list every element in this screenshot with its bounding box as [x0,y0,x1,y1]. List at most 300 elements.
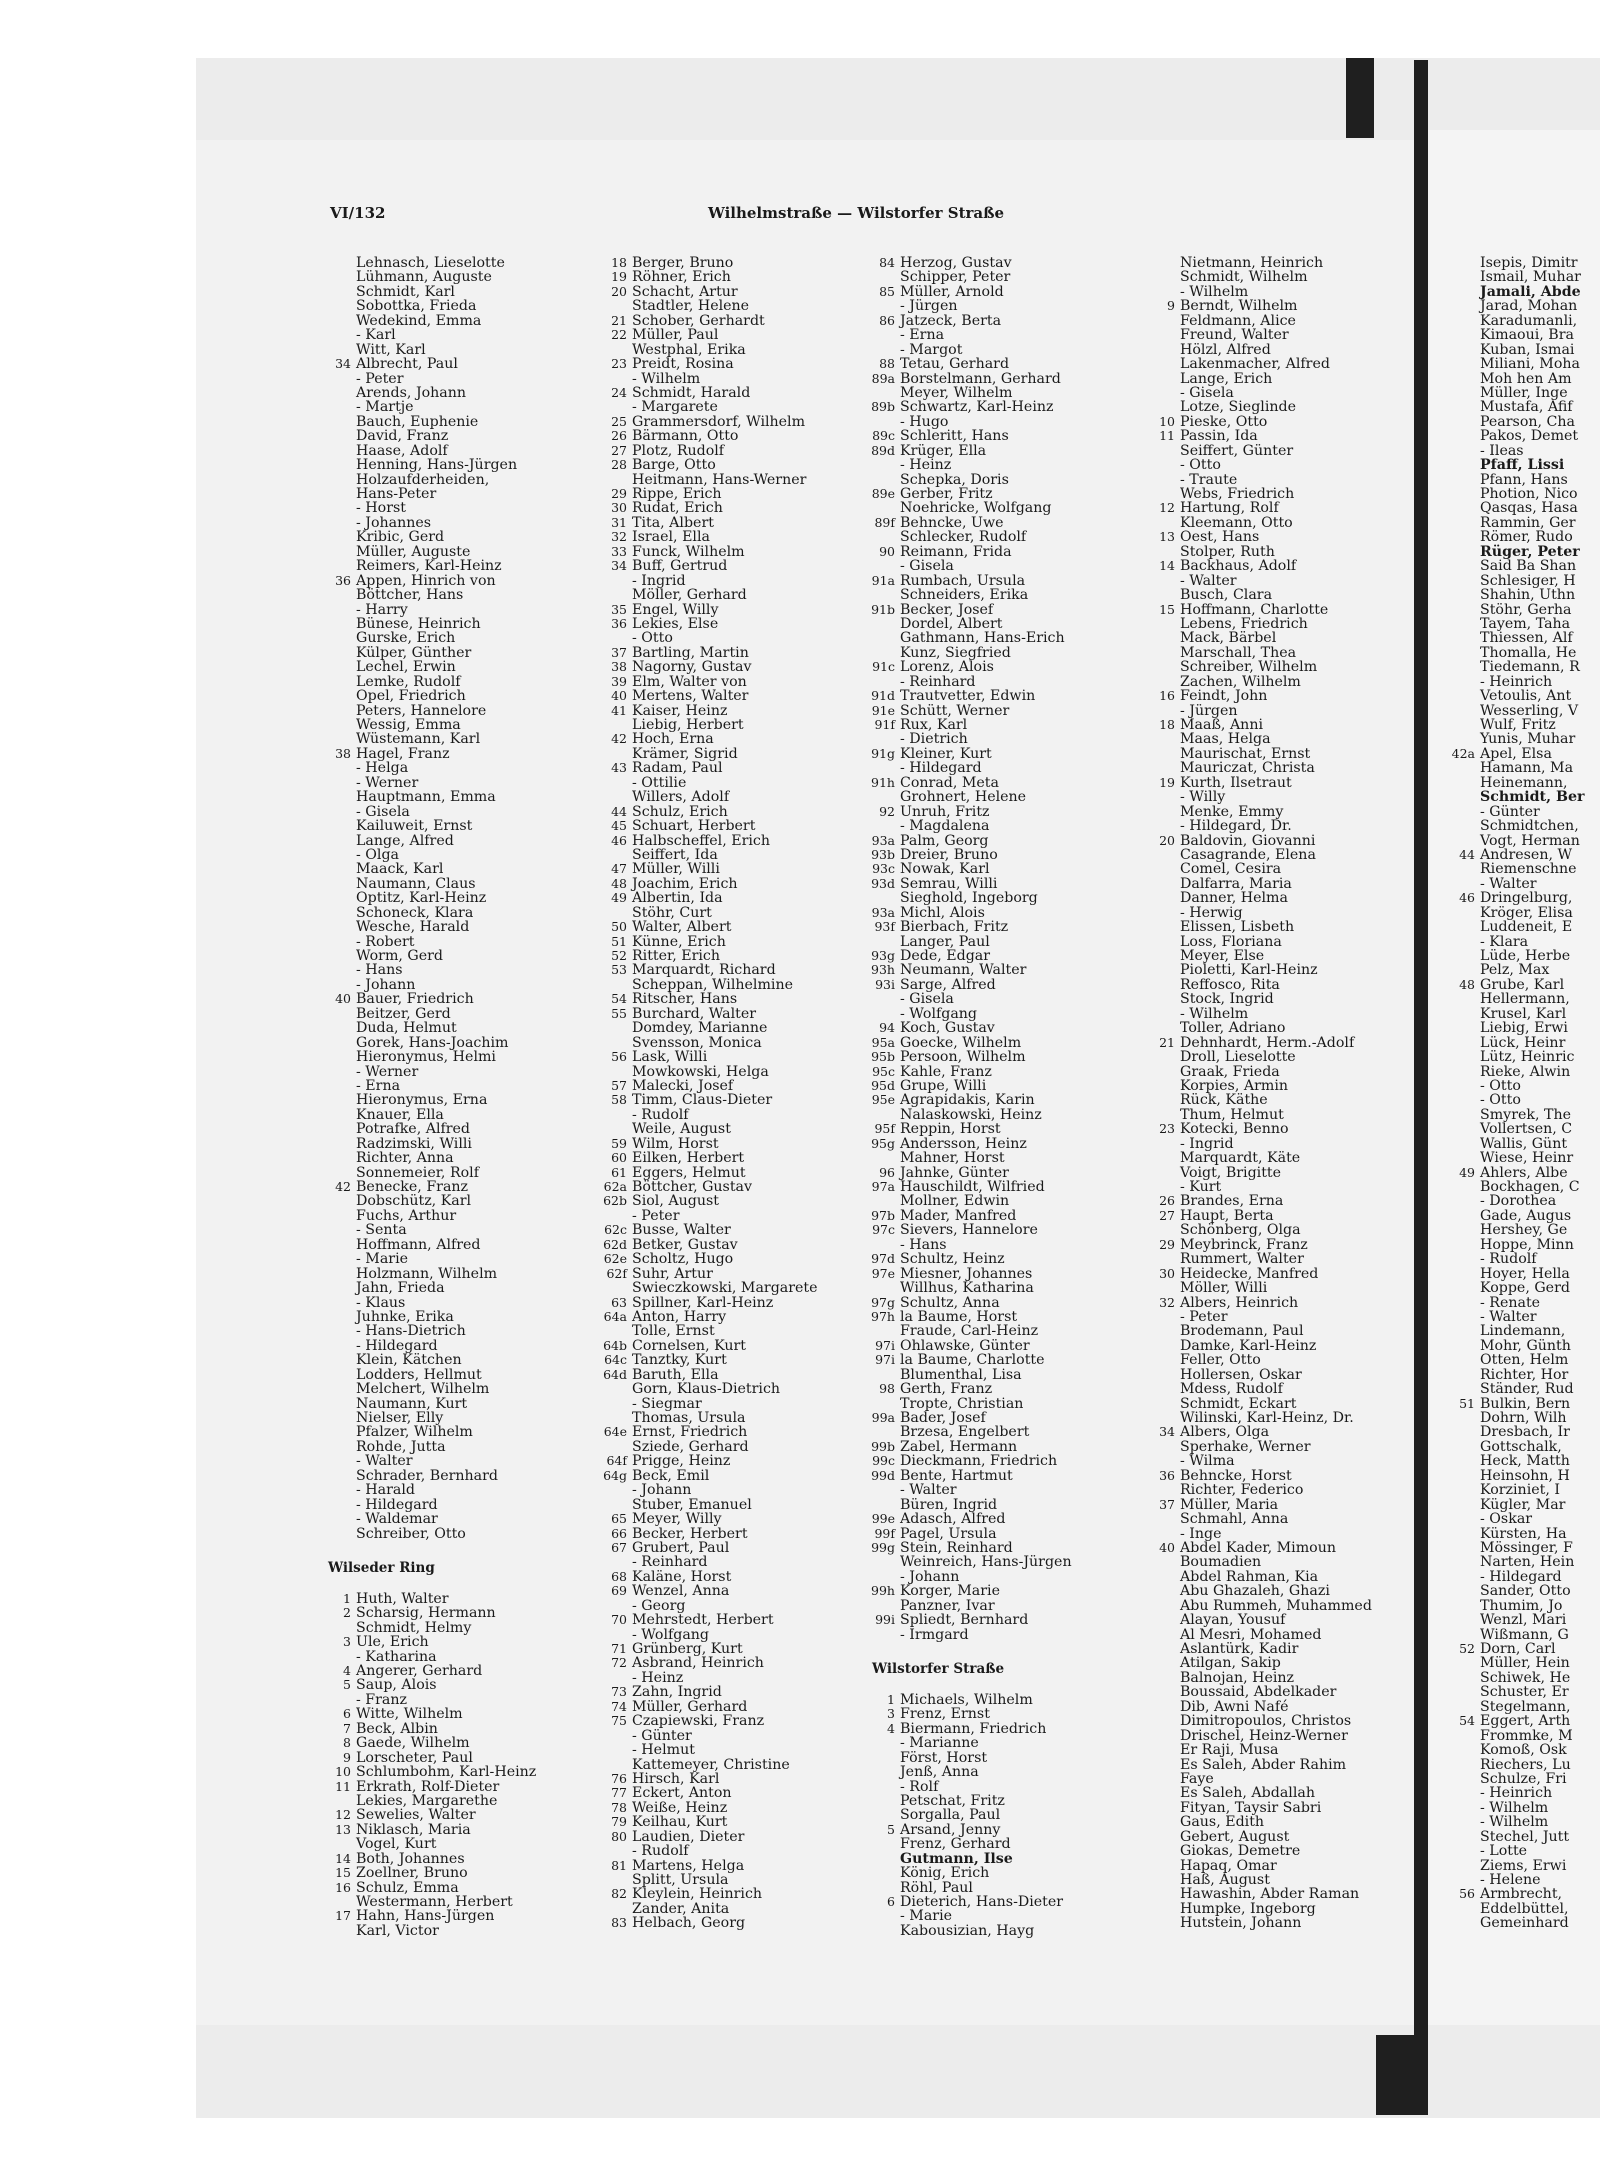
resident-entry [1440,891,1600,905]
resident-name: Abu Ghazaleh, Ghazi [1180,1583,1330,1600]
resident-entry [316,718,576,732]
house-number: 29 [1159,1236,1175,1252]
resident-entry [860,1324,1120,1338]
resident-entry [1440,458,1600,472]
resident-name: Sonnemeier, Rolf [356,1164,479,1181]
resident-entry [860,978,1120,992]
resident-entry [1440,1065,1600,1079]
resident-name: Duda, Helmut [356,1020,457,1037]
resident-name: Atilgan, Sakip [1180,1655,1281,1672]
house-number: 93a [871,832,895,848]
resident-entry [860,732,1120,746]
resident-name: Mauriczat, Christa [1180,760,1315,777]
resident-entry [860,1765,1120,1779]
resident-entry [316,603,576,617]
resident-entry [860,1895,1120,1909]
resident-entry [316,516,576,530]
resident-name: Meyer, Wilhelm [900,384,1013,401]
resident-entry [316,1483,576,1497]
resident-entry [316,906,576,920]
resident-name: - Wolfgang [632,1626,710,1643]
resident-name: - Hans [900,1236,947,1253]
resident-name: - Rudolf [1480,1251,1537,1268]
resident-name: Bartling, Martin [632,644,749,661]
resident-entry [592,1844,842,1858]
resident-entry [592,270,842,284]
resident-name: Ständer, Rud [1480,1381,1574,1398]
resident-name: Stock, Ingrid [1180,991,1274,1008]
resident-entry [316,1411,576,1425]
resident-name: Dieckmann, Friedrich [900,1453,1058,1470]
resident-name: - Renate [1480,1294,1541,1311]
resident-name: Nalaskowski, Heinz [900,1106,1042,1123]
resident-entry [592,1801,842,1815]
resident-entry [1440,805,1600,819]
house-number: 99i [875,1612,895,1628]
resident-name: Elissen, Lisbeth [1180,919,1295,936]
resident-entry [860,1852,1120,1866]
resident-name: Grünberg, Kurt [632,1641,743,1657]
resident-entry [1440,574,1600,588]
resident-name: Kailuweit, Ernst [356,818,473,835]
resident-entry [860,1541,1120,1555]
resident-name: Schuster, Er [1480,1684,1569,1701]
resident-entry [316,834,576,848]
resident-entry [316,444,576,458]
resident-entry [1140,386,1410,400]
resident-name: Willers, Adolf [632,789,730,806]
resident-entry [860,891,1120,905]
resident-entry [860,1570,1120,1584]
house-number: 95f [874,1121,895,1137]
resident-name: Reimers, Karl-Heinz [356,558,502,575]
resident-name: Malecki, Josef [632,1077,734,1094]
resident-entry [592,862,842,876]
resident-entry [1440,1700,1600,1714]
house-number: 42 [335,1179,351,1194]
resident-entry [592,1642,842,1656]
resident-name: Frenz, Ernst [900,1706,990,1723]
resident-name: Bente, Hartmut [900,1467,1013,1484]
resident-entry [1440,1541,1600,1555]
resident-entry [1440,1642,1600,1656]
resident-name: Brodemann, Paul [1180,1323,1304,1340]
resident-name: Hoffmann, Alfred [356,1236,481,1253]
resident-name: Lindemann, [1480,1323,1566,1340]
house-number: 97g [871,1294,895,1310]
resident-entry [1440,1397,1600,1411]
resident-name: Kimaoui, Bra [1480,327,1574,344]
resident-entry [1440,1613,1600,1627]
resident-entry [1440,1454,1600,1468]
resident-entry [1140,1411,1410,1425]
resident-entry [1140,1671,1410,1685]
resident-entry [1140,487,1410,501]
resident-name: Witte, Wilhelm [356,1706,463,1723]
resident-name: Henning, Hans-Jürgen [356,457,518,474]
resident-name: Droll, Lieselotte [1180,1049,1296,1066]
resident-name: Witt, Karl [356,341,426,358]
house-number: 97e [871,1265,895,1281]
resident-entry [1140,1440,1410,1454]
resident-entry [1440,660,1600,674]
resident-entry [1440,1368,1600,1382]
resident-entry [860,1736,1120,1750]
resident-name: Frenz, Gerhard [900,1836,1011,1853]
resident-entry [1140,1555,1410,1569]
resident-entry [316,935,576,949]
resident-entry [1440,877,1600,891]
house-number: 46 [611,832,627,848]
resident-name: - Wilhelm [1180,1005,1249,1022]
resident-entry [1140,444,1410,458]
resident-name: Maaß, Anni [1180,717,1263,733]
house-number: 89a [871,370,895,386]
resident-name: Koppe, Gerd [1480,1280,1570,1297]
resident-name: Radam, Paul [632,760,723,777]
resident-name: - Margot [900,341,963,358]
resident-entry [1440,1296,1600,1310]
house-number: 64c [604,1352,627,1368]
resident-name: Wulf, Fritz [1480,717,1556,733]
resident-name: Sperhake, Werner [1180,1438,1311,1455]
resident-name: la Baume, Horst [900,1308,1018,1325]
resident-entry [316,1324,576,1338]
house-number: 62b [603,1193,627,1209]
resident-entry [860,343,1120,357]
resident-name: Reffosco, Rita [1180,976,1280,993]
resident-name: Kaiser, Heinz [632,702,728,719]
resident-name: Sziede, Gerhard [632,1438,749,1455]
resident-entry [316,805,576,819]
resident-name: Splitt, Ursula [632,1872,729,1888]
resident-name: Balnojan, Heinz [1180,1669,1295,1686]
resident-entry [860,805,1120,819]
resident-name: - Willy [1180,789,1226,806]
resident-entry [1140,285,1410,299]
resident-name: Baldovin, Giovanni [1180,832,1316,849]
resident-name: Dimitropoulos, Christos [1180,1713,1352,1730]
resident-name: Meyer, Willy [632,1511,722,1528]
resident-name: Grupe, Willi [900,1077,987,1094]
resident-entry [592,992,842,1006]
resident-entry [1140,400,1410,414]
resident-entry [1140,1483,1410,1497]
house-number: 62d [603,1236,627,1252]
resident-name: - Johann [356,976,416,993]
resident-name: Jamali, Abde [1480,283,1581,300]
resident-entry [860,906,1120,920]
resident-name: Andresen, W [1480,846,1573,863]
resident-entry [1140,1353,1410,1367]
house-number: 95d [871,1077,895,1093]
resident-entry [592,1628,842,1642]
resident-name: Krüger, Ella [900,442,987,459]
resident-name: - Wilhelm [1180,283,1249,300]
resident-entry [316,992,576,1006]
resident-name: - Senta [356,1222,407,1239]
resident-name: Menke, Emmy [1180,803,1284,820]
resident-name: Angerer, Gerhard [356,1663,483,1679]
house-number: 11 [1159,428,1175,444]
resident-name: Albers, Heinrich [1180,1294,1299,1311]
resident-name: Bulkin, Bern [1480,1395,1571,1412]
resident-name: Feller, Otto [1180,1352,1261,1369]
resident-entry [592,545,842,559]
resident-entry [592,1454,842,1468]
resident-name: Gathmann, Hans-Erich [900,630,1065,647]
resident-entry [1140,458,1410,472]
resident-name: Juhnke, Erika [356,1308,454,1325]
resident-entry [316,1194,576,1208]
resident-name: Beck, Albin [356,1720,438,1737]
resident-name: Dohrn, Wilh [1480,1410,1567,1426]
resident-name: Heck, Matth [1480,1453,1570,1470]
resident-name: Dordel, Albert [900,615,1003,632]
resident-entry [316,776,576,790]
resident-entry [592,1194,842,1208]
resident-name: Hagel, Franz [356,745,450,762]
resident-name: Bauch, Euphenie [356,413,479,430]
resident-entry [1140,906,1410,920]
resident-entry [860,372,1120,386]
resident-name: Eckert, Anton [632,1785,732,1802]
resident-name: Benecke, Franz [356,1179,469,1195]
house-number: 80 [611,1828,627,1844]
house-number: 22 [611,327,627,343]
resident-entry [592,1238,842,1252]
resident-entry [316,574,576,588]
resident-entry [1140,415,1410,429]
resident-name: la Baume, Charlotte [900,1352,1045,1369]
resident-entry [1140,877,1410,891]
resident-entry [316,1823,576,1837]
resident-entry [1140,1281,1410,1295]
resident-entry [860,949,1120,963]
resident-name: Walter, Albert [632,919,732,936]
resident-entry [592,1469,842,1483]
resident-name: Scholtz, Hugo [632,1251,734,1268]
directory-column-4 [1140,256,1410,1931]
resident-name: Humpke, Ingeborg [1180,1900,1316,1917]
resident-name: Schulz, Erich [632,803,728,820]
resident-name: Wallis, Günt [1480,1135,1568,1152]
resident-entry [860,444,1120,458]
resident-entry [316,299,576,313]
house-number: 89d [871,442,895,458]
resident-entry [316,1151,576,1165]
resident-name: Stegelmann, [1480,1698,1571,1715]
resident-name: - Walter [356,1453,413,1470]
resident-name: Rüger, Peter [1480,543,1580,560]
resident-name: Herzog, Gustav [900,255,1012,271]
resident-name: - Günter [1480,803,1540,820]
resident-entry [860,1353,1120,1367]
resident-entry [860,1780,1120,1794]
house-number: 16 [335,1879,351,1895]
resident-name: - Hildegard [356,1337,438,1354]
resident-entry [316,1137,576,1151]
resident-entry [316,1353,576,1367]
resident-entry [316,963,576,977]
house-number: 81 [611,1857,627,1873]
resident-entry [860,1440,1120,1454]
resident-entry [1140,1007,1410,1021]
resident-entry [316,530,576,544]
resident-entry [1440,1339,1600,1353]
resident-name: Plotz, Rudolf [632,442,725,459]
resident-entry [1140,747,1410,761]
resident-entry [1140,1310,1410,1324]
resident-name: Pfalzer, Wilhelm [356,1424,473,1441]
resident-entry [592,1671,842,1685]
resident-name: Appen, Hinrich von [356,572,496,589]
resident-entry [592,1007,842,1021]
resident-name: Kürsten, Ha [1480,1525,1567,1542]
resident-name: Mowkowski, Helga [632,1063,769,1080]
house-number: 54 [611,991,627,1007]
resident-entry [860,1368,1120,1382]
resident-name: Dehnhardt, Herm.-Adolf [1180,1034,1355,1051]
house-number: 61 [611,1164,627,1180]
resident-entry [1440,1050,1600,1064]
resident-name: Boussaid, Abdelkader [1180,1684,1337,1701]
resident-entry [316,747,576,761]
resident-entry [592,1656,842,1670]
resident-name: Fuchs, Arthur [356,1207,457,1224]
resident-name: Ritscher, Hans [632,991,738,1008]
resident-name: Hawashin, Abder Raman [1180,1886,1360,1903]
house-number: 95b [871,1049,895,1065]
resident-entry [592,1353,842,1367]
resident-entry [1440,1324,1600,1338]
resident-entry [1140,776,1410,790]
resident-name: Wüstemann, Karl [356,731,481,748]
resident-entry [592,1382,842,1396]
house-number: 93c [872,861,895,877]
resident-name: Tetau, Gerhard [900,356,1010,373]
house-number: 36 [611,615,627,631]
resident-name: Adasch, Alfred [900,1511,1006,1528]
resident-entry [1440,1584,1600,1598]
resident-name: Heitmann, Hans-Werner [632,471,807,488]
resident-entry [592,444,842,458]
resident-name: Schmahl, Anna [1180,1511,1289,1528]
house-number: 42a [1451,745,1475,761]
resident-entry [592,1021,842,1035]
resident-entry [860,458,1120,472]
house-number: 93b [871,846,895,862]
resident-entry [1440,444,1600,458]
resident-entry [860,1238,1120,1252]
resident-entry [316,458,576,472]
resident-name: Petschat, Fritz [900,1792,1005,1809]
resident-name: - Walter [1480,875,1537,892]
resident-entry [1440,1743,1600,1757]
resident-entry [592,1440,842,1454]
resident-entry [592,1599,842,1613]
resident-entry [316,1368,576,1382]
resident-entry [592,747,842,761]
resident-name: Bockhagen, C [1480,1179,1580,1195]
resident-entry [316,1924,576,1938]
resident-name: - Martje [356,399,414,416]
spacer [316,1541,576,1555]
resident-entry [592,1873,842,1887]
house-number: 4 [887,1720,895,1736]
resident-name: Drischel, Heinz-Werner [1180,1727,1348,1744]
resident-entry [860,545,1120,559]
resident-name: Trautvetter, Edwin [900,688,1036,705]
resident-entry [1140,328,1410,342]
resident-entry [592,935,842,949]
resident-name: Schulze, Fri [1480,1770,1567,1787]
resident-name: Korger, Marie [900,1583,1000,1600]
resident-name: Schleritt, Hans [900,428,1009,445]
resident-name: Thiessen, Alf [1480,630,1573,647]
resident-name: - Reinhard [632,1554,708,1571]
resident-name: Isepis, Dimitr [1480,256,1578,271]
resident-name: Worm, Gerd [356,948,444,964]
resident-entry [1140,920,1410,934]
resident-entry [316,920,576,934]
resident-entry [1140,1021,1410,1035]
resident-entry [1140,617,1410,631]
page-edge-bottom [1376,2035,1428,2115]
resident-name: Lehnasch, Lieselotte [356,255,505,271]
resident-entry [316,1722,576,1736]
resident-name: - Walter [1480,1308,1537,1325]
resident-name: Peters, Hannelore [356,702,487,719]
resident-name: Sieghold, Ingeborg [900,890,1038,907]
resident-name: Berger, Bruno [632,255,734,271]
resident-entry [860,285,1120,299]
resident-name: Faye [1180,1770,1214,1787]
resident-name: Dreier, Bruno [900,846,998,863]
resident-entry [592,732,842,746]
resident-name: Schmidt, Harald [632,384,751,401]
resident-entry [1140,1498,1410,1512]
house-number: 62f [606,1265,627,1281]
resident-entry [1440,790,1600,804]
resident-entry [860,790,1120,804]
resident-name: Hellermann, [1480,991,1570,1008]
resident-entry [592,761,842,775]
resident-entry [1140,718,1410,732]
resident-entry [316,1166,576,1180]
resident-entry [860,1425,1120,1439]
resident-entry [592,689,842,703]
resident-entry [1140,1873,1410,1887]
resident-name: Svensson, Monica [632,1034,762,1051]
house-number: 97b [871,1207,895,1223]
house-number: 38 [335,745,351,761]
resident-entry [860,1281,1120,1295]
resident-entry [592,1527,842,1541]
resident-name: Külper, Günther [356,644,472,661]
resident-entry [1140,1916,1410,1930]
resident-name: Bärmann, Otto [632,428,739,445]
resident-name: Bauer, Friedrich [356,991,474,1008]
resident-entry [1440,516,1600,530]
resident-entry [316,1296,576,1310]
resident-entry [1140,862,1410,876]
resident-name: Sievers, Hannelore [900,1222,1038,1239]
resident-name: - Otto [1480,1092,1521,1109]
house-number: 9 [343,1749,351,1765]
resident-entry [1440,1555,1600,1569]
house-number: 82 [611,1886,627,1902]
